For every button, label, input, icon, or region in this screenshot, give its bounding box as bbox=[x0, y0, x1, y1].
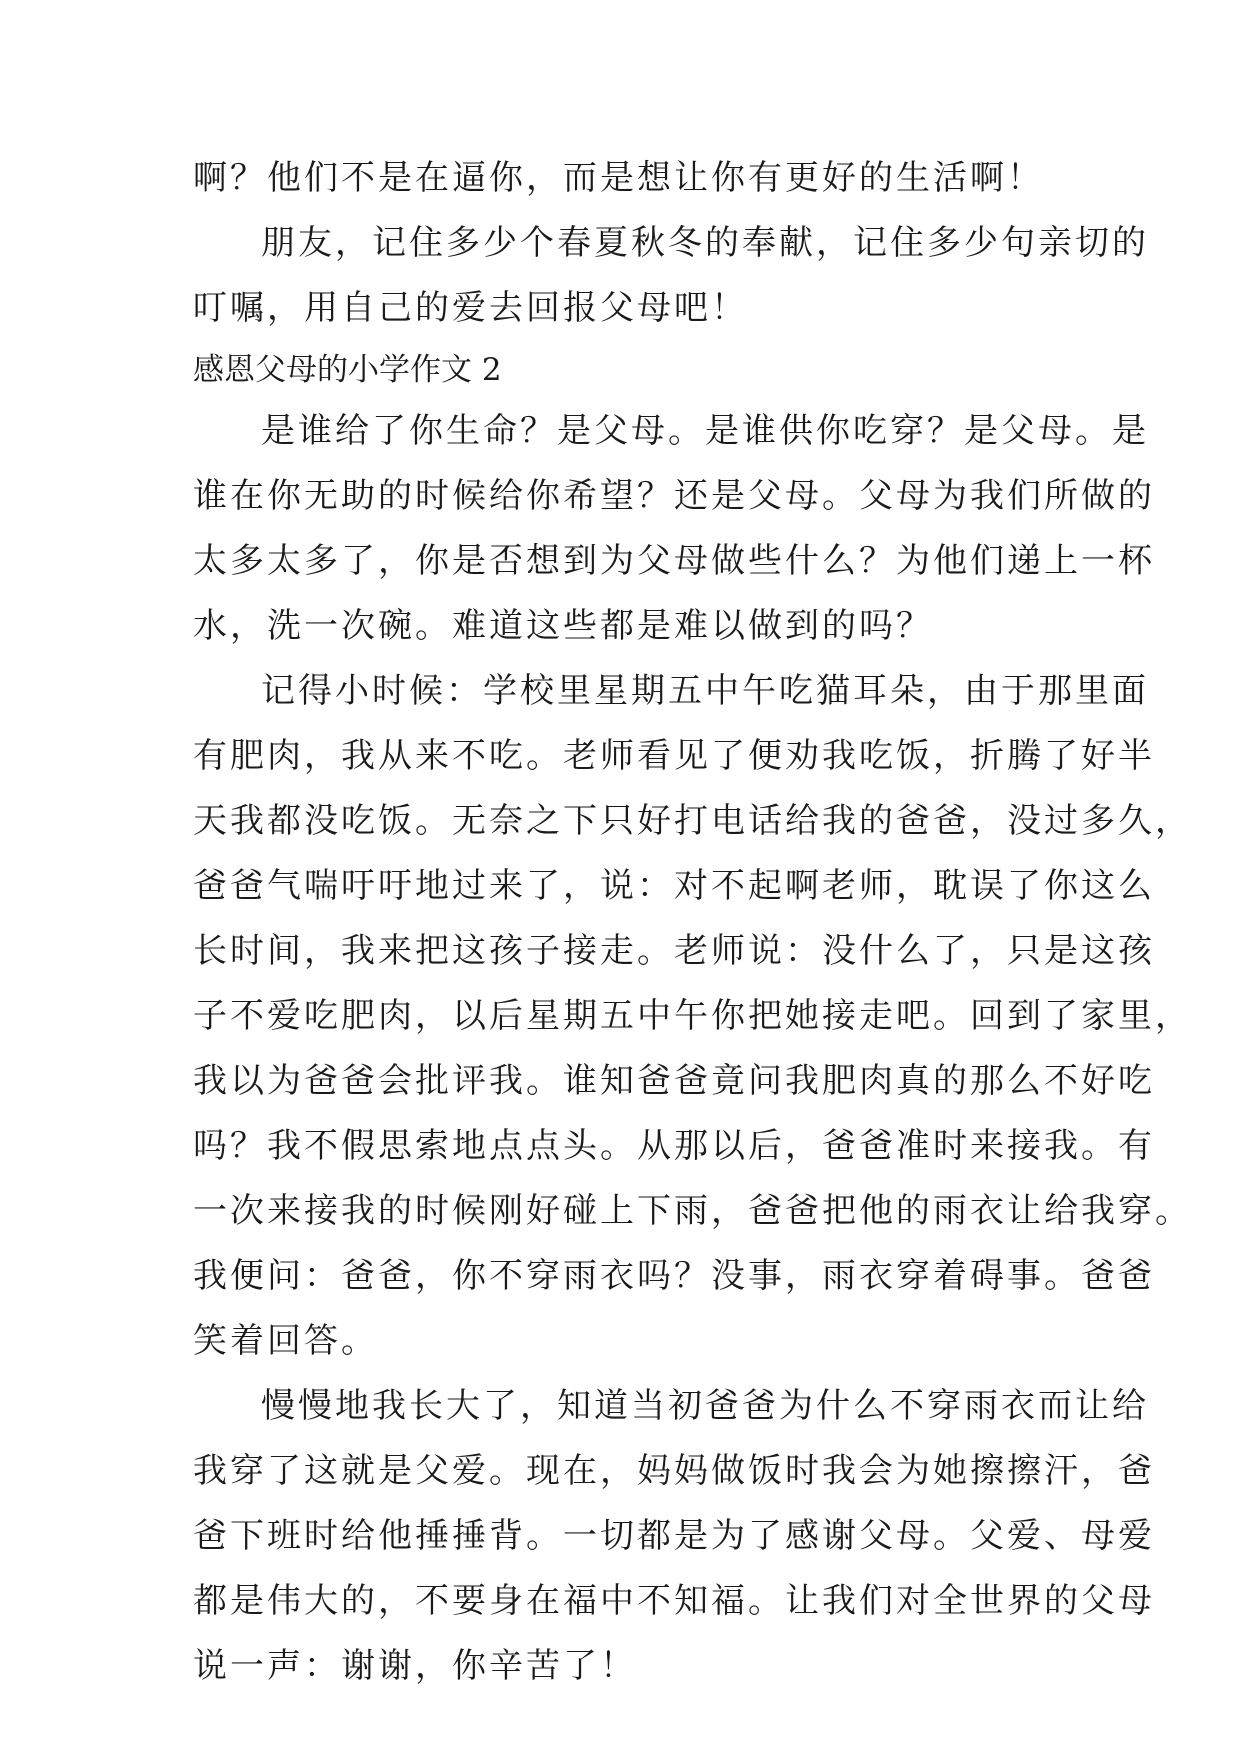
text-line: 记得小时候：学校里星期五中午吃猫耳朵，由于那里面 bbox=[261, 671, 1149, 711]
text-line: 是谁给了你生命？是父母。是谁供你吃穿？是父母。是 bbox=[261, 411, 1149, 451]
text-line: 太多太多了，你是否想到为父母做些什么？为他们递上一杯 bbox=[193, 541, 1155, 581]
paragraph-4 bbox=[193, 1374, 1155, 1699]
text-line: 叮嘱，用自己的爱去回报父母吧！ bbox=[193, 288, 748, 328]
text-line: 子不爱吃肥肉，以后星期五中午你把她接走吧。回到了家里， bbox=[193, 996, 1192, 1036]
text-line: 爸下班时给他捶捶背。一切都是为了感谢父母。父爱、母爱 bbox=[193, 1516, 1155, 1556]
document-page bbox=[193, 146, 1192, 1699]
text-line: 笑着回答。 bbox=[193, 1321, 378, 1361]
continuation-paragraph bbox=[193, 146, 1058, 211]
text-line: 水，洗一次碗。难道这些都是难以做到的吗？ bbox=[193, 606, 933, 646]
text-line: 吗？我不假思索地点点头。从那以后，爸爸准时来接我。有 bbox=[193, 1126, 1155, 1166]
text-line: 谁在你无助的时候给你希望？还是父母。父母为我们所做的 bbox=[193, 476, 1155, 516]
text-line: 慢慢地我长大了，知道当初爸爸为什么不穿雨衣而让给 bbox=[261, 1386, 1149, 1426]
text-line: 我便问：爸爸，你不穿雨衣吗？没事，雨衣穿着碍事。爸爸 bbox=[193, 1256, 1155, 1296]
paragraph-2 bbox=[193, 399, 1155, 659]
text-line: 啊？他们不是在逼你，而是想让你有更好的生活啊！ bbox=[193, 158, 1044, 198]
text-line: 天我都没吃饭。无奈之下只好打电话给我的爸爸，没过多久， bbox=[193, 801, 1192, 841]
paragraph-3 bbox=[193, 659, 1192, 1374]
text-line: 我穿了这就是父爱。现在，妈妈做饭时我会为她擦擦汗，爸 bbox=[193, 1451, 1155, 1491]
text-line: 长时间，我来把这孩子接走。老师说：没什么了，只是这孩 bbox=[193, 931, 1155, 971]
text-line: 都是伟大的，不要身在福中不知福。让我们对全世界的父母 bbox=[193, 1581, 1155, 1621]
text-line: 爸爸气喘吁吁地过来了，说：对不起啊老师，耽误了你这么 bbox=[193, 866, 1155, 906]
text-line: 有肥肉，我从来不吃。老师看见了便劝我吃饭，折腾了好半 bbox=[193, 736, 1155, 776]
text-line: 朋友，记住多少个春夏秋冬的奉献，记住多少句亲切的 bbox=[261, 223, 1149, 263]
section-heading: 感恩父母的小学作文 2 bbox=[193, 352, 502, 388]
text-line: 一次来接我的时候刚好碰上下雨，爸爸把他的雨衣让给我穿。 bbox=[193, 1191, 1192, 1231]
text-line: 说一声：谢谢，你辛苦了！ bbox=[193, 1646, 637, 1686]
text-line: 我以为爸爸会批评我。谁知爸爸竟问我肥肉真的那么不好吃 bbox=[193, 1061, 1155, 1101]
paragraph-1 bbox=[193, 211, 1149, 341]
